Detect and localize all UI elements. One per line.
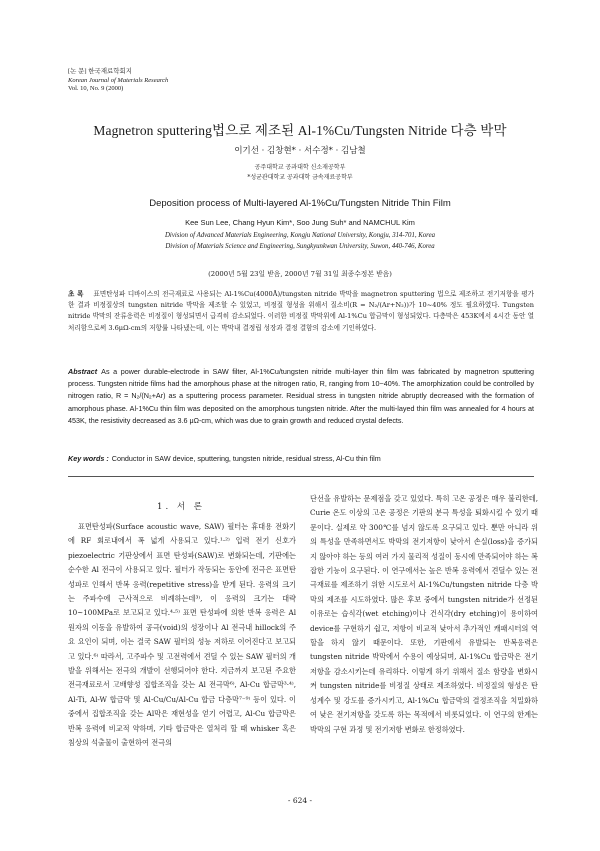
body-paragraph-left: 표면탄성파(Surface acoustic wave, SAW) 필터는 휴대용 전화기에 RF 회로내에서 폭 넓게 사용되고 있다.¹·²⁾ 입력 전기 신호가 piezoelectric 기판상에서 표면 탄성파(SAW)로 변화되는데, 기판에는 순수한 Al 전극이 사용되고 있다. 필터가 작동되는 동안에 전극은 표면탄성파로 인해서 반복 응력(repetitive stress)을 받게 된다. 응력의 크기는 주파수에 근사적으로 비례하는데³⁾, 이 응력의 크기는 대략 10~100MPa로 보고되고 있다.⁴·⁵⁾ 표면 탄성파에 의한 반복 응력은 Al 원자의 이동을 유발하여 공극(void)의 성장이나 Al 전극내 hillock의 주요 요인이 되며, 이는 결국 SAW 필터의 성능 저하로 이어진다고 보고되고 있다.⁶⁾ 따라서, 고주파수 및 고전력에서 견딜 수 있는 SAW 필터의 개발을 위해서는 전극의 개발이 선행되어야 한다. 지금까지 보고된 주요한 전극재료로서 고배향성 집합조직을 갖는 Al 전극막⁶⁾, Al-Cu 합금막³·⁴⁾, Al-Ti, Al-W 합금막 및 Al-Cu/Cu/Al-Cu 합금 다층막⁷⁻⁹⁾ 등이 있다. 이중에서 집합조직을 갖는 Al막은 재현성을 얻기 어렵고, Al-Cu 합금막은 반복 응력에 비교적 약하며, 기타 합금막은 열처리 할 때 whisker 혹은 침상의 석출물이 출현하여 전극의 [68,522,296,748]
affiliation-english-2: Division of Materials Science and Engineering, Sungkyunkwan University, Suwon, 440-746, Korea [165,243,435,250]
section-heading-introduction: 1. 서 론 [157,502,205,512]
keywords-label: Key words : [68,454,109,463]
body-paragraph-right: 단선을 유발하는 문제점을 갖고 있었다. 특히 고온 공정은 매우 불리한데, Curie 온도 이상의 고온 공정은 기판의 분극 특성을 퇴화시킬 수 있기 때문이다. 실제로 약 300℃를 넘지 않도록 요구되고 있다. 뿐만 아니라 위의 특성을 만족하면서도 박막의 전기저항이 낮아서 손실(loss)을 증가되지 않아야 하는 등의 여러 가지 물리적 성질이 동시에 만족되어야 하는 복잡한 기능이 요구된다. 이 연구에서는 높은 반복 응력에서 견딜수 있는 전극재료를 제조하기 위한 시도로서 Al-1%Cu/tungsten nitride 다층 박막의 제조를 시도하였다. 많은 후보 중에서 tungsten nitride가 선정된 이유로는 습식각(wet etching)이나 건식각(dry etching)이 용이하여 device를 구현하기 쉽고, 저항이 비교적 낮아서 추가적인 캐패시터의 역할을 하지 않기 때문이다. 또한, 기판에서 유발되는 반복응력은 tungsten nitride 박막에서 수용이 예상되며, Al-1%Cu 합금막은 전기저항을 감소시키는데 유리하다. 이렇게 하기 위해서 질소 함량을 변화시켜 tungsten nitride를 비정질 상태로 제조하였다. 비정질의 형성은 탄성계수 및 강도를 증가시키고, Al-1%Cu 합금막의 결정조직을 치밀화하여 낮은 전기저항을 갖도록 하는 목적에서 비롯되었다. 이 연구의 한계는 박막의 구현 과정 및 전기저항 변화로 한정하였다. [310,494,538,734]
affiliation-korean-1: 공주대학교 공과대학 신소재공학부 [254,164,346,171]
authors-english: Kee Sun Lee, Chang Hyun Kim*, Soo Jung Suh* and NAMCHUL Kim [185,218,415,227]
authors-korean: 이기선 · 김창현* · 서수정* · 김남철 [234,146,366,156]
abstract-korean-text: 표면탄성파 디바이스의 전극재료로 사용되는 Al-1%Cu(4000Å)/tungsten nitride 박막을 magnetron sputtering 법으로 제조하고 전기저항을 평가한 결과 비정질상의 tungsten nitride 박막을 제조할 수 있었고, 비정질 형성을 위해서 질소비(R = N₂/(Ar+N₂))가 10~40% 정도 필요하였다. Tungsten nitride 박막의 잔류응력은 비정질이 형성되면서 급격히 감소되었다. 이러한 비정질 박막위에 Al-1%Cu 합금막이 형성되었다. 다층막은 453K에서 4시간 동안 열처리함으로써 3.6μΩ-cm의 저항률 나타냈는데, 이는 박막내 결정립 성장과 결정 결함의 감소에 기인하였다. [68,290,534,332]
keywords [68,454,534,463]
received-dates: (2000년 5월 23일 받음, 2000년 7월 31일 최종수정본 받음) [208,270,392,278]
journal-header [68,68,168,94]
page-number: - 624 - [287,796,313,805]
abstract-english-text: As a power durable-electrode in SAW filter, Al-1%Cu/tungsten nitride multi-layer thin film was fabricated by magnetron sputtering process. Tungsten nitride films had the amorphous phase at the nitrogen ratio, R, ranging from 10~40%. The amorphization could be controlled by nitrogen ratio, R = N₂/(N₂+Ar) as a sputtering process parameter. Residual stress in tungsten nitride abruptly decreased with the formation of amorphous phase. Al-1%Cu thin film was deposited on the amorphous tungsten nitride. After the multi-layed thin film was annealed for 4 hours at 453K, the resistivity decreased as 3.6 μΩ-cm, which was due to grain growth and reduced crystal defects. [68,367,534,425]
abstract-english [68,366,534,427]
abstract-korean [68,289,534,334]
journal-header-english: Korean Journal of Materials Research [68,76,169,84]
paper-title-korean: Magnetron sputtering법으로 제조된 Al-1%Cu/Tungsten Nitride 다층 박막 [93,123,507,138]
abstract-korean-label: 초 록 [68,290,84,298]
journal-volume: Vol. 10, No. 9 (2000) [68,85,124,92]
affiliation-korean-2: *성균관대학교 공과대학 금속재료공학부 [247,174,353,181]
body-column-right [310,492,538,737]
abstract-english-label: Abstract [68,367,98,376]
body-column-left [68,520,296,751]
abstract-divider [68,476,534,477]
journal-header-korean: [논 문] 한국재료학회지 [68,68,133,75]
paper-title-english: Deposition process of Multi-layered Al-1%Cu/Tungsten Nitride Thin Film [149,198,451,209]
keywords-text: Conductor in SAW device, sputtering, tungsten nitride, residual stress, Al-Cu thin film [111,454,381,463]
affiliation-english-1: Division of Advanced Materials Engineering, Kongju National University, Kongju, 314-701, Korea [165,232,435,239]
